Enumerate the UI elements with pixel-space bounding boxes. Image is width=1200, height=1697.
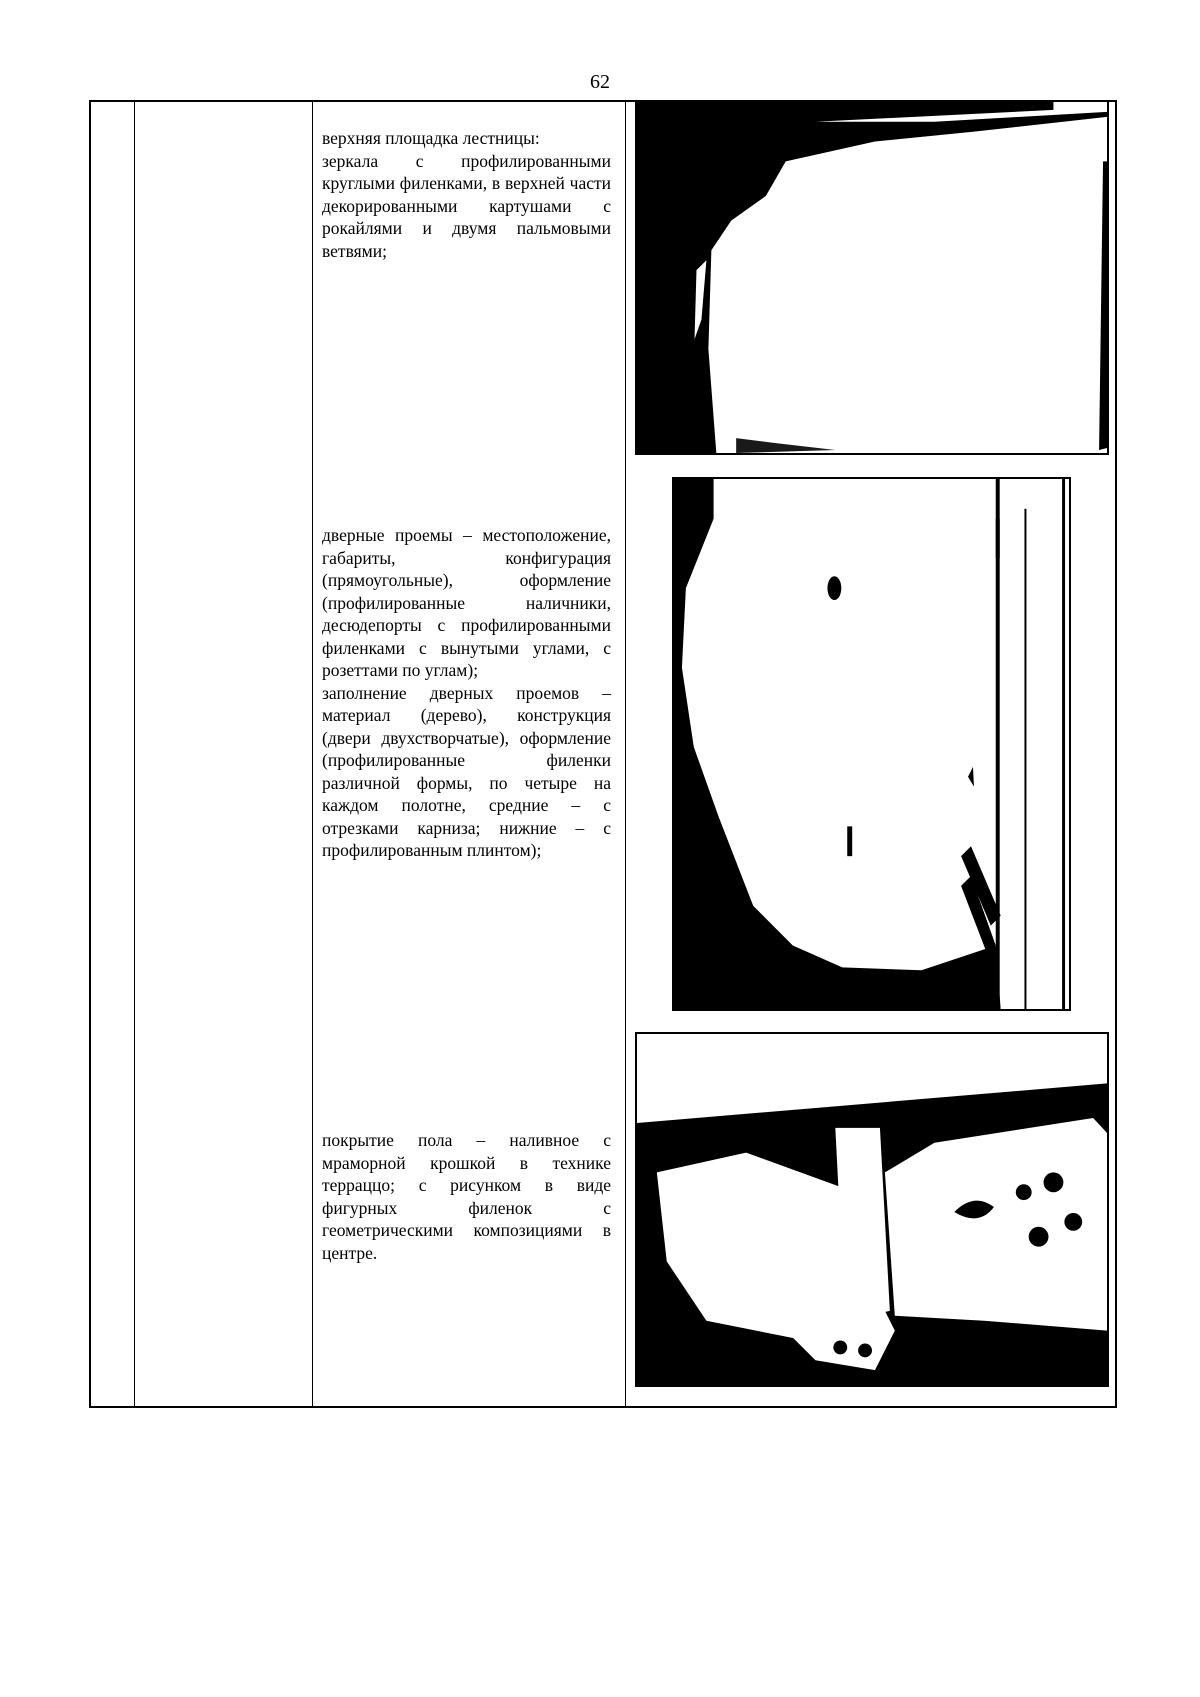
photo-doorway [672,477,1071,1011]
row-2-paragraph-2: заполнение дверных проемов – материал (дерево), конструкция (двери двухстворчатые), оформление (профилированные филенки различной формы, по четыре на каждом полотне, средние – с отрезками карниза; нижние – с профилированным плинтом); [322,682,611,860]
row-3-description [322,1129,611,1264]
column-divider-3 [625,102,626,1406]
row-2-description [322,524,611,862]
column-divider-2 [312,102,313,1406]
column-divider-1 [134,102,135,1406]
row-1-paragraph-2: зеркала с профилированными круглыми филенками, в верхней части декорированными картушами с рокайлями и двумя пальмовыми ветвями; [322,150,611,261]
photo-stair-landing-mirror [635,100,1109,455]
row-1-description [322,127,611,262]
page-number: 62 [590,71,610,93]
row-3-paragraph-1: покрытие пола – наливное с мраморной крошкой в технике терраццо; с рисунком в виде фигурных филенок с геометрическими композициями в центре. [322,1130,611,1263]
row-1-paragraph-1: верхняя площадка лестницы: [322,128,540,148]
photo-terrazzo-floor [635,1032,1109,1387]
row-2-paragraph-1: дверные проемы – местоположение, габариты, конфигурация (прямоугольные), оформление (профилированные наличники, десюдепорты с профилированными филенками с вынутыми углами, с розеттами по углам); [322,525,611,680]
